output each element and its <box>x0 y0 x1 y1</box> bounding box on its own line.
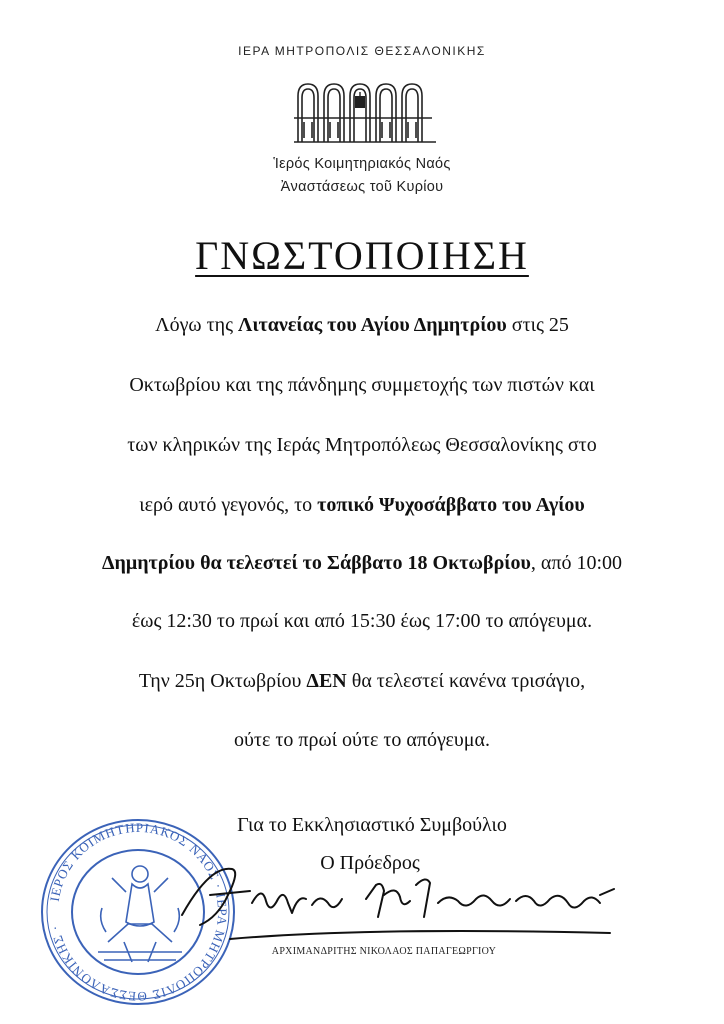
council-label: Για το Εκκλησιαστικό Συμβούλιο <box>237 814 507 836</box>
organization-name: ΙΕΡΑ ΜΗΤΡΟΠΟΛΙΣ ΘΕΣΣΑΛΟΝΙΚΗΣ <box>238 44 486 58</box>
title-text: ΓΝΩΣΤΟΠΟΙΗΣΗ <box>195 233 529 278</box>
notice-line-8: ούτε το πρωί ούτε το απόγευμα. <box>234 729 490 751</box>
notice-line-4a: ιερό αυτό γεγονός, το <box>139 494 318 516</box>
notice-line-7c: θα τελεστεί κανένα τρισάγιο, <box>346 670 586 692</box>
president-label: Ο Πρόεδρος <box>320 852 420 874</box>
notice-line-5b: , από 10:00 <box>530 552 623 574</box>
church-name-line-1: Ἱερός Κοιμητηριακός Ναός <box>273 156 451 172</box>
notice-line-1 <box>0 314 724 337</box>
notice-line-3: των κληρικών της Ιεράς Μητροπόλεως Θεσσαλονίκης στο <box>127 434 597 456</box>
signature-icon <box>170 855 650 955</box>
notice-line-4 <box>0 494 724 517</box>
notice-line-7a: Την 25η Οκτωβρίου <box>138 670 307 692</box>
notice-line-5a: Δημητρίου θα τελεστεί το Σάββατο 18 Οκτωβρίου <box>101 552 531 574</box>
notice-line-7b: ΔΕΝ <box>306 670 347 692</box>
notice-line-1b: Λιτανείας του Αγίου Δημητρίου <box>237 314 507 336</box>
notice-line-6: έως 12:30 το πρωί και από 15:30 έως 17:00 το απόγευμα. <box>131 610 593 632</box>
church-name-line-2: Ἀναστάσεως τοῦ Κυρίου <box>280 179 444 195</box>
svg-text:ΙΕΡΟΣ ΚΟΙΜΗΤΗΡΙΑΚΟΣ ΝΑΟΣ · ΙΕΡ: ΙΕΡΟΣ ΚΟΙΜΗΤΗΡΙΑΚΟΣ ΝΑΟΣ · ΙΕΡΑ ΜΗΤΡΟΠΟΛΙΣ ΘΕΣΣΑΛΟΝΙΚΗΣ · <box>46 819 231 1005</box>
page-title <box>0 232 724 279</box>
printed-name: ΑΡΧΙΜΑΝΔΡΙΤΗΣ ΝΙΚΟΛΑΟΣ ΠΑΠΑΓΕΩΡΓΙΟΥ <box>271 946 497 957</box>
notice-line-1a: Λόγω της <box>155 314 238 336</box>
notice-line-7 <box>0 670 724 693</box>
notice-line-5 <box>0 552 724 575</box>
church-arches-icon <box>292 78 438 148</box>
notice-line-1c: στις 25 <box>506 314 569 336</box>
notice-line-4b: τοπικό Ψυχοσάββατο του Αγίου <box>317 494 585 516</box>
notice-line-2: Οκτωβρίου και της πάνδημης συμμετοχής των πιστών και <box>129 374 595 396</box>
